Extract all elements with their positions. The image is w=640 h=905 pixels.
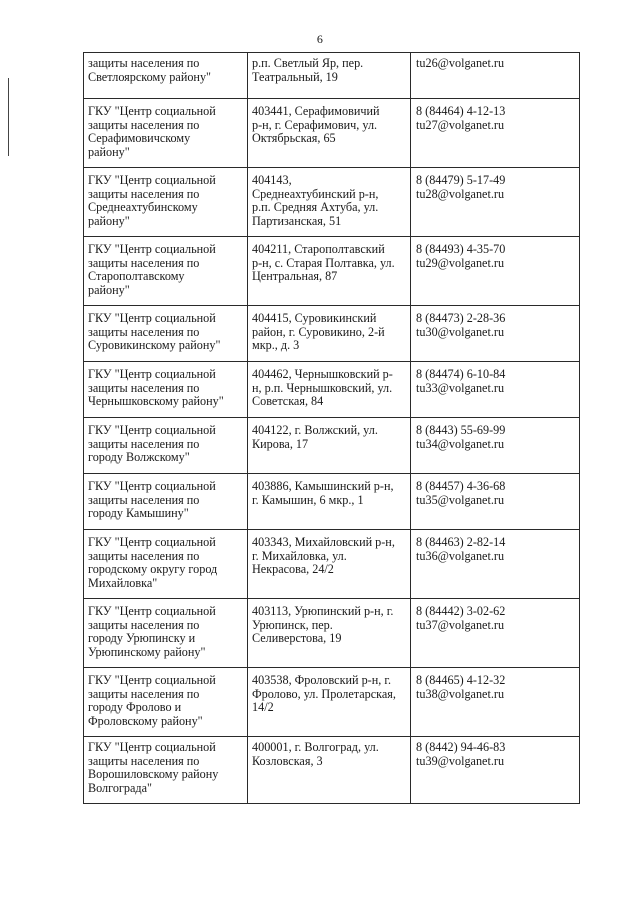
org-name-cell xyxy=(84,237,248,306)
org-name-text-line: ГКУ "Центр социальной xyxy=(88,104,216,118)
address-cell xyxy=(248,474,411,530)
org-name-cell xyxy=(84,474,248,530)
org-name-text-line: Ворошиловскому району xyxy=(88,767,219,782)
org-name-text-line: защиты населения по xyxy=(88,56,200,70)
contact-text-line: tu36@volganet.ru xyxy=(416,548,505,563)
table-row xyxy=(84,599,580,668)
address-text-line: 404122, г. Волжский, ул. xyxy=(252,423,378,437)
org-name-cell xyxy=(84,306,248,362)
org-name-text-line: ГКУ "Центр социальной xyxy=(88,367,216,381)
org-name-text-line: ГКУ "Центр социальной xyxy=(88,604,216,618)
org-name-text-line: Суровикинскому району" xyxy=(88,338,221,353)
org-name-text-line: ГКУ "Центр социальной xyxy=(88,479,216,493)
address-cell xyxy=(248,53,411,99)
address-text-line: р.п. Средняя Ахтуба, ул. xyxy=(252,200,379,215)
address-text-line: Кирова, 17 xyxy=(252,436,309,451)
org-name-text-line: защиты населения по xyxy=(88,492,200,507)
contact-text-line: tu35@volganet.ru xyxy=(416,492,505,507)
contact-cell xyxy=(411,418,580,474)
contact-text-line: 8 (84493) 4-35-70 xyxy=(416,242,506,256)
address-cell xyxy=(248,599,411,668)
org-name-text-line: защиты населения по xyxy=(88,617,200,632)
org-name-text-line: району" xyxy=(88,145,130,160)
address-text-line: Театральный, 19 xyxy=(252,69,338,84)
org-name-text-line: Чернышковскому району" xyxy=(88,394,224,409)
address-text-line: Советская, 84 xyxy=(252,394,324,409)
address-text-line: 404143, xyxy=(252,173,292,187)
org-name-text-line: защиты населения по xyxy=(88,380,200,395)
address-text-line: 14/2 xyxy=(252,700,274,715)
address-text-line: Козловская, 3 xyxy=(252,753,323,768)
contact-cell xyxy=(411,168,580,237)
address-cell xyxy=(248,530,411,599)
address-cell xyxy=(248,737,411,804)
contact-text-line: 8 (8443) 55-69-99 xyxy=(416,423,506,437)
org-name-text-line: ГКУ "Центр социальной xyxy=(88,311,216,325)
table-row xyxy=(84,530,580,599)
table-row xyxy=(84,668,580,737)
address-text-line: 403538, Фроловский р-н, г. xyxy=(252,673,392,687)
contact-cell xyxy=(411,99,580,168)
org-name-text-line: району" xyxy=(88,214,130,229)
contact-text-line: tu37@volganet.ru xyxy=(416,617,505,632)
address-text-line: Центральная, 87 xyxy=(252,269,338,284)
address-text-line: н, р.п. Чернышковский, ул. xyxy=(252,380,393,395)
org-name-cell xyxy=(84,530,248,599)
contact-text-line: 8 (84465) 4-12-32 xyxy=(416,673,506,687)
contact-text-line: 8 (84463) 2-82-14 xyxy=(416,535,506,549)
org-name-text-line: защиты населения по xyxy=(88,186,200,201)
address-text-line: г. Михайловка, ул. xyxy=(252,548,347,563)
org-name-text-line: Среднеахтубинскому xyxy=(88,200,198,215)
address-text-line: 403343, Михайловский р-н, xyxy=(252,535,395,549)
address-cell xyxy=(248,306,411,362)
org-name-text-line: городу Урюпинску и xyxy=(88,631,196,646)
contact-text-line: tu27@volganet.ru xyxy=(416,117,505,132)
contact-text-line: 8 (84442) 3-02-62 xyxy=(416,604,506,618)
address-cell xyxy=(248,362,411,418)
contact-text-line: tu29@volganet.ru xyxy=(416,255,505,270)
contact-text-line: 8 (84473) 2-28-36 xyxy=(416,311,506,325)
address-cell xyxy=(248,668,411,737)
org-name-text-line: Урюпинскому району" xyxy=(88,645,206,660)
contact-cell xyxy=(411,53,580,99)
org-name-text-line: Серафимовичскому xyxy=(88,131,191,146)
org-name-text-line: ГКУ "Центр социальной xyxy=(88,173,216,187)
address-cell xyxy=(248,168,411,237)
table-row xyxy=(84,362,580,418)
contact-text-line: tu38@volganet.ru xyxy=(416,686,505,701)
table-row xyxy=(84,418,580,474)
contact-text-line: tu28@volganet.ru xyxy=(416,186,505,201)
margin-binding-line xyxy=(8,78,9,156)
org-name-text-line: защиты населения по xyxy=(88,753,200,768)
org-name-cell xyxy=(84,362,248,418)
contact-cell xyxy=(411,474,580,530)
table-row xyxy=(84,53,580,99)
address-text-line: 400001, г. Волгоград, ул. xyxy=(252,740,379,754)
contact-text-line: 8 (84479) 5-17-49 xyxy=(416,173,506,187)
org-name-text-line: ГКУ "Центр социальной xyxy=(88,535,216,549)
org-name-text-line: защиты населения по xyxy=(88,255,200,270)
address-text-line: 403441, Серафимовичий xyxy=(252,104,380,118)
social-protection-centers-table xyxy=(83,52,580,804)
address-cell xyxy=(248,237,411,306)
address-text-line: Селиверстова, 19 xyxy=(252,631,342,646)
address-text-line: Урюпинск, пер. xyxy=(252,617,333,632)
org-name-text-line: ГКУ "Центр социальной xyxy=(88,423,216,437)
address-text-line: 404415, Суровикинский xyxy=(252,311,377,325)
address-text-line: р-н, г. Серафимович, ул. xyxy=(252,117,378,132)
table-row xyxy=(84,168,580,237)
address-text-line: Октябрьская, 65 xyxy=(252,131,336,146)
contact-text-line: 8 (84457) 4-36-68 xyxy=(416,479,506,493)
address-text-line: 404211, Старополтавский xyxy=(252,242,385,256)
org-name-cell xyxy=(84,599,248,668)
org-name-text-line: ГКУ "Центр социальной xyxy=(88,740,216,754)
org-name-text-line: городу Камышину" xyxy=(88,506,189,521)
table-row xyxy=(84,306,580,362)
address-text-line: р.п. Светлый Яр, пер. xyxy=(252,56,364,70)
org-name-text-line: защиты населения по xyxy=(88,117,200,132)
contact-cell xyxy=(411,362,580,418)
table-row xyxy=(84,737,580,804)
org-name-text-line: защиты населения по xyxy=(88,686,200,701)
address-text-line: Среднеахтубинский р-н, xyxy=(252,186,379,201)
contact-cell xyxy=(411,599,580,668)
org-name-text-line: ГКУ "Центр социальной xyxy=(88,242,216,256)
contact-cell xyxy=(411,530,580,599)
table-row xyxy=(84,237,580,306)
org-name-text-line: городу Волжскому" xyxy=(88,450,190,465)
contact-text-line: tu39@volganet.ru xyxy=(416,753,505,768)
org-name-text-line: Фроловскому району" xyxy=(88,714,203,729)
contact-text-line: tu34@volganet.ru xyxy=(416,436,505,451)
table-body xyxy=(84,53,580,804)
address-text-line: район, г. Суровикино, 2-й xyxy=(252,324,385,339)
contact-cell xyxy=(411,237,580,306)
org-name-text-line: городскому округу город xyxy=(88,562,218,577)
contact-text-line: 8 (8442) 94-46-83 xyxy=(416,740,506,754)
contact-text-line: 8 (84464) 4-12-13 xyxy=(416,104,506,118)
address-text-line: 404462, Чернышковский р- xyxy=(252,367,393,381)
contact-text-line: tu30@volganet.ru xyxy=(416,324,505,339)
address-cell xyxy=(248,418,411,474)
org-name-text-line: Светлоярскому району" xyxy=(88,69,212,84)
table-row xyxy=(84,474,580,530)
org-name-cell xyxy=(84,168,248,237)
org-name-cell xyxy=(84,53,248,99)
table-row xyxy=(84,99,580,168)
contact-cell xyxy=(411,668,580,737)
org-name-text-line: защиты населения по xyxy=(88,548,200,563)
org-name-cell xyxy=(84,418,248,474)
address-text-line: р-н, с. Старая Полтавка, ул. xyxy=(252,255,395,270)
org-name-text-line: Михайловка" xyxy=(88,576,158,591)
page-number: 6 xyxy=(316,32,324,46)
org-name-text-line: Волгограда" xyxy=(88,781,153,796)
org-name-text-line: Старополтавскому xyxy=(88,269,185,284)
org-name-text-line: ГКУ "Центр социальной xyxy=(88,673,216,687)
contact-text-line: tu26@volganet.ru xyxy=(416,56,505,70)
org-name-cell xyxy=(84,99,248,168)
address-text-line: Партизанская, 51 xyxy=(252,214,342,229)
contact-cell xyxy=(411,306,580,362)
address-text-line: Фролово, ул. Пролетарская, xyxy=(252,686,396,701)
org-name-text-line: району" xyxy=(88,283,130,298)
contact-cell xyxy=(411,737,580,804)
contact-text-line: tu33@volganet.ru xyxy=(416,380,505,395)
address-text-line: г. Камышин, 6 мкр., 1 xyxy=(252,492,364,507)
address-text-line: 403113, Урюпинский р-н, г. xyxy=(252,604,394,618)
org-name-text-line: защиты населения по xyxy=(88,436,200,451)
address-text-line: Некрасова, 24/2 xyxy=(252,562,334,577)
address-cell xyxy=(248,99,411,168)
contact-text-line: 8 (84474) 6-10-84 xyxy=(416,367,506,381)
address-text-line: мкр., д. 3 xyxy=(252,338,300,353)
org-name-cell xyxy=(84,737,248,804)
address-text-line: 403886, Камышинский р-н, xyxy=(252,479,394,493)
org-name-cell xyxy=(84,668,248,737)
org-name-text-line: защиты населения по xyxy=(88,324,200,339)
org-name-text-line: городу Фролово и xyxy=(88,700,182,715)
